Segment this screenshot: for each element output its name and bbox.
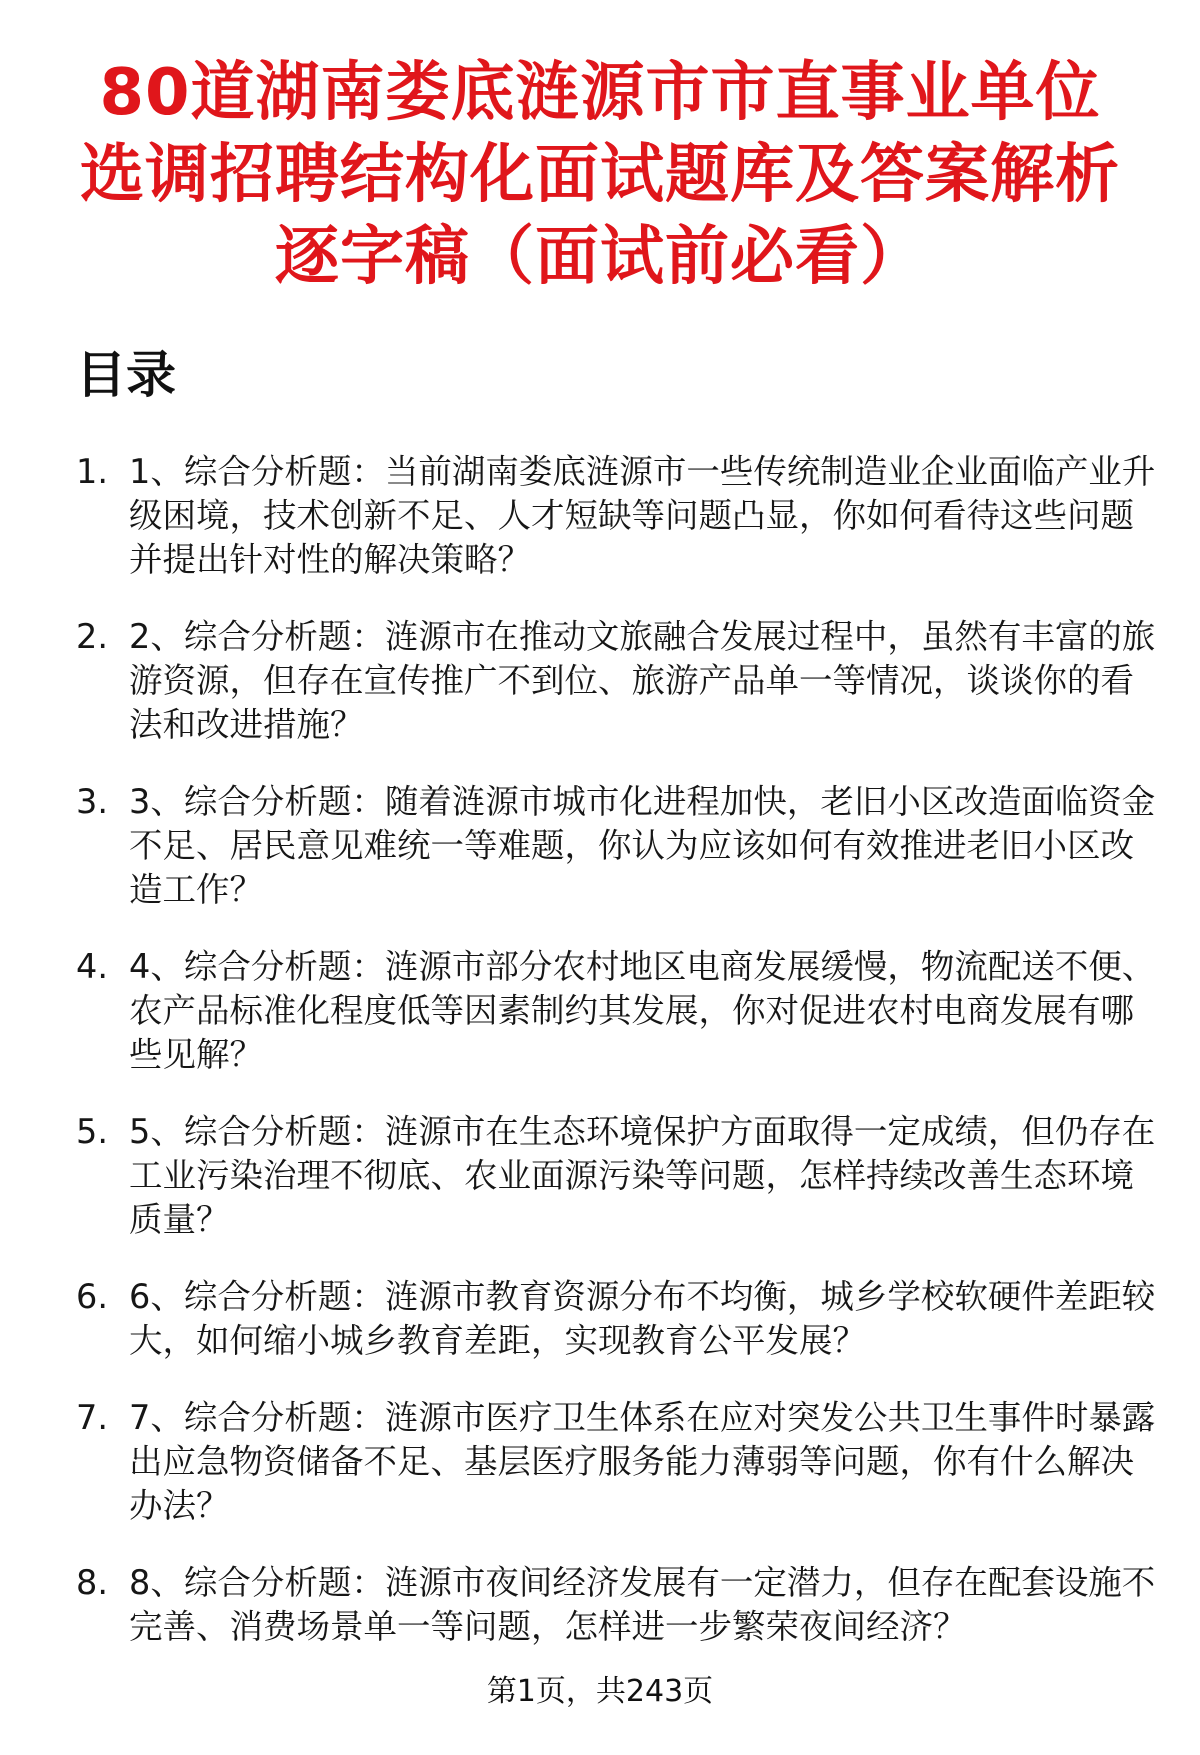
- toc-item-number: 6.: [76, 1277, 108, 1316]
- toc-item[interactable]: [76, 450, 1156, 582]
- toc-item-text: 2、综合分析题：涟源市在推动文旅融合发展过程中，虽然有丰富的旅游资源，但存在宣传推广不到位、旅游产品单一等情况，谈谈你的看法和改进措施？: [129, 617, 1156, 744]
- document-title: 80道湖南娄底涟源市市直事业单位选调招聘结构化面试题库及答案解析逐字稿（面试前必看）: [80, 56, 1120, 294]
- page-footer: 第1页，共243页: [486, 1674, 714, 1709]
- toc-item-number: 5.: [76, 1112, 108, 1151]
- toc-item[interactable]: [76, 945, 1156, 1077]
- toc-item[interactable]: [76, 780, 1156, 912]
- toc-item-number: 4.: [76, 947, 108, 986]
- toc-item[interactable]: [76, 615, 1156, 747]
- toc-item-number: 2.: [76, 617, 108, 656]
- toc-item[interactable]: [76, 1275, 1156, 1363]
- toc-item-text: 3、综合分析题：随着涟源市城市化进程加快，老旧小区改造面临资金不足、居民意见难统一等难题，你认为应该如何有效推进老旧小区改造工作？: [129, 782, 1156, 909]
- toc-item-number: 3.: [76, 782, 108, 821]
- toc-item-text: 8、综合分析题：涟源市夜间经济发展有一定潜力，但存在配套设施不完善、消费场景单一等问题，怎样进一步繁荣夜间经济？: [129, 1563, 1156, 1646]
- toc-item-text: 5、综合分析题：涟源市在生态环境保护方面取得一定成绩，但仍存在工业污染治理不彻底、农业面源污染等问题，怎样持续改善生态环境质量？: [129, 1112, 1156, 1239]
- toc-item-number: 1.: [76, 452, 108, 491]
- toc-item[interactable]: [76, 1396, 1156, 1528]
- toc-item-number: 8.: [76, 1563, 108, 1602]
- toc-item[interactable]: [76, 1110, 1156, 1242]
- toc-item-text: 4、综合分析题：涟源市部分农村地区电商发展缓慢，物流配送不便、农产品标准化程度低等因素制约其发展，你对促进农村电商发展有哪些见解？: [129, 947, 1156, 1074]
- toc-list: [76, 450, 1156, 1682]
- toc-item-number: 7.: [76, 1398, 108, 1437]
- toc-heading: 目录: [76, 346, 176, 404]
- toc-item-text: 6、综合分析题：涟源市教育资源分布不均衡，城乡学校软硬件差距较大，如何缩小城乡教育差距，实现教育公平发展？: [129, 1277, 1156, 1360]
- toc-item-text: 1、综合分析题：当前湖南娄底涟源市一些传统制造业企业面临产业升级困境，技术创新不足、人才短缺等问题凸显，你如何看待这些问题并提出针对性的解决策略？: [129, 452, 1156, 579]
- toc-item[interactable]: [76, 1561, 1156, 1649]
- toc-item-text: 7、综合分析题：涟源市医疗卫生体系在应对突发公共卫生事件时暴露出应急物资储备不足、基层医疗服务能力薄弱等问题，你有什么解决办法？: [129, 1398, 1156, 1525]
